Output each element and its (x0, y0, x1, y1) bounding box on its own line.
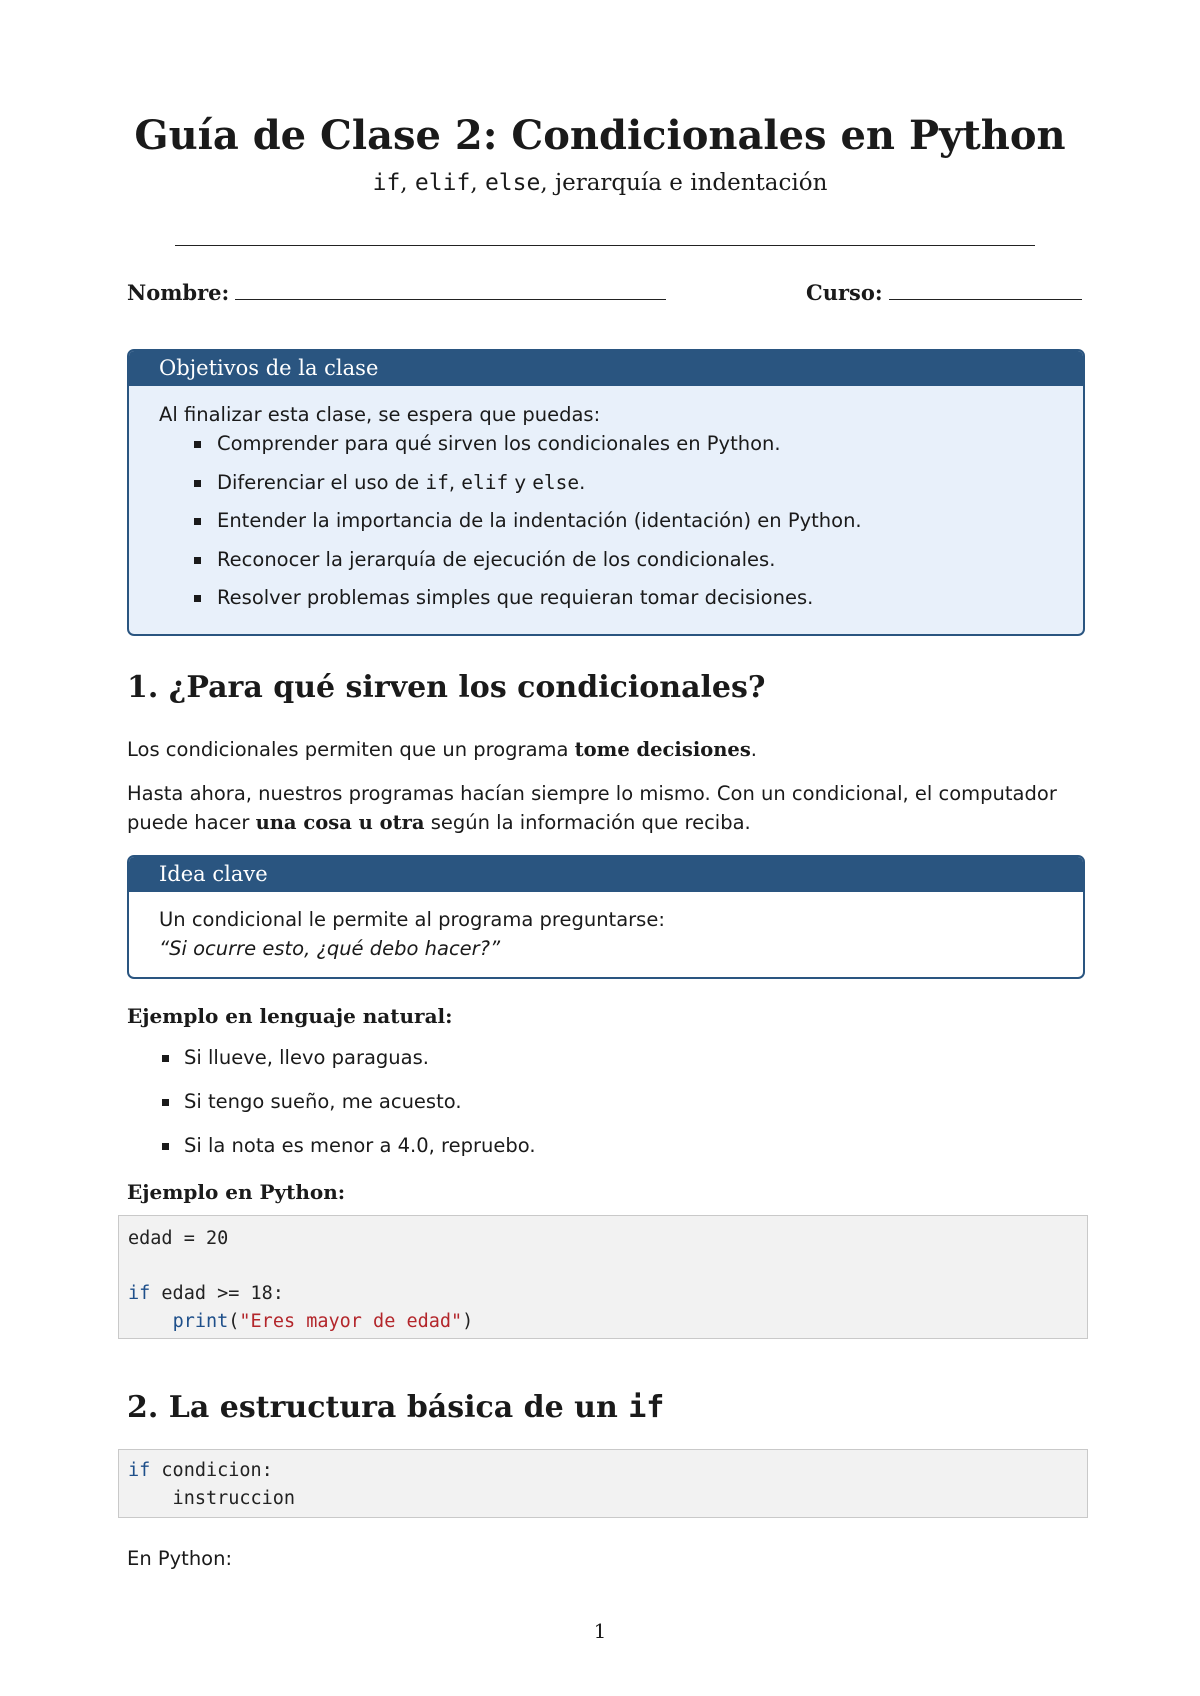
objective-kw-elif: elif (461, 470, 509, 494)
key-idea-title: Idea clave (129, 857, 1083, 892)
objective-item: Entender la importancia de la indentación (identación) en Python. (193, 506, 1053, 535)
objectives-box (127, 349, 1085, 636)
code-indent (128, 1311, 173, 1332)
name-blank-line[interactable] (235, 299, 666, 300)
subtitle-sep-1: , (400, 170, 415, 196)
code-text: ) (462, 1311, 474, 1332)
objective-kw-if: if (425, 470, 449, 494)
key-idea-body (129, 892, 1083, 975)
section-2-heading-text: 2. La estructura básica de un (127, 1390, 629, 1425)
python-example-label: Ejemplo en Python: (127, 1180, 346, 1204)
subtitle-sep-2: , (470, 170, 485, 196)
objective-item: Resolver problemas simples que requieran tomar decisiones. (193, 583, 1053, 612)
section-2-paragraph: En Python: (127, 1547, 233, 1570)
subtitle-kw-if: if (372, 170, 401, 196)
course-field[interactable] (806, 280, 1082, 305)
objective-item (193, 468, 1053, 497)
course-label: Curso: (806, 280, 883, 305)
paragraph-bold: tome decisiones (574, 738, 751, 761)
section-1-paragraph-1 (127, 735, 1087, 764)
subtitle-kw-else: else (484, 170, 541, 196)
page-subtitle (0, 170, 1200, 196)
key-idea-line-1: Un condicional le permite al programa preguntarse: (159, 908, 665, 931)
objective-text: Diferenciar el uso de (217, 470, 426, 494)
objective-text: , (448, 470, 462, 494)
subtitle-rest: , jerarquía e indentación (540, 170, 828, 196)
paragraph-text: Hasta ahora, nuestros programas hacían siempre lo mismo. Con un condicional, el computador puede hacer (127, 782, 1057, 834)
code-line: edad = 20 (128, 1228, 229, 1249)
paragraph-text: según la información que reciba. (424, 811, 751, 834)
key-idea-line-2: “Si ocurre esto, ¿qué debo hacer?” (159, 937, 501, 960)
natural-example-item: Si tengo sueño, me acuesto. (160, 1087, 536, 1131)
key-idea-box (127, 855, 1085, 979)
objectives-list (159, 429, 1053, 612)
natural-example-list (160, 1043, 536, 1175)
code-keyword: if (128, 1460, 151, 1481)
objectives-intro: Al finalizar esta clase, se espera que puedas: (159, 403, 601, 426)
objectives-title: Objetivos de la clase (129, 351, 1083, 386)
code-function: print (172, 1311, 229, 1332)
section-1-paragraph-2 (127, 779, 1087, 837)
course-blank-line[interactable] (889, 299, 1082, 300)
if-structure-code[interactable] (118, 1449, 1088, 1518)
subtitle-kw-elif: elif (414, 170, 471, 196)
page-title: Guía de Clase 2: Condicionales en Python (134, 112, 1066, 159)
code-text: condicion: (150, 1460, 273, 1481)
code-line (128, 1311, 473, 1332)
natural-example-item: Si llueve, llevo paraguas. (160, 1043, 536, 1087)
code-text: edad >= 18: (150, 1283, 284, 1304)
title-divider (175, 245, 1035, 246)
python-example-code[interactable] (118, 1215, 1088, 1339)
objective-item: Reconocer la jerarquía de ejecución de los condicionales. (193, 545, 1053, 574)
natural-example-item: Si la nota es menor a 4.0, repruebo. (160, 1131, 536, 1175)
page-number: 1 (593, 1619, 607, 1643)
paragraph-bold: una cosa u otra (255, 811, 425, 834)
objective-item: Comprender para qué sirven los condicionales en Python. (193, 429, 1053, 458)
code-line (128, 1283, 284, 1304)
code-string: "Eres mayor de edad" (239, 1311, 463, 1332)
natural-example-label: Ejemplo en lenguaje natural: (127, 1004, 453, 1028)
section-1-heading: 1. ¿Para qué sirven los condicionales? (127, 670, 766, 705)
code-text: ( (228, 1311, 240, 1332)
code-line (128, 1460, 273, 1481)
name-label: Nombre: (127, 280, 230, 305)
code-keyword: if (128, 1283, 151, 1304)
section-2-heading (127, 1390, 664, 1425)
objectives-body (129, 386, 1083, 624)
objective-text: . (579, 470, 586, 494)
paragraph-text: Los condicionales permiten que un programa (127, 738, 575, 761)
paragraph-text: . (750, 738, 757, 761)
objective-text: y (508, 470, 533, 494)
name-field[interactable] (127, 280, 666, 305)
objective-kw-else: else (532, 470, 580, 494)
code-line: instruccion (128, 1488, 296, 1509)
section-2-heading-kw: if (628, 1390, 665, 1425)
